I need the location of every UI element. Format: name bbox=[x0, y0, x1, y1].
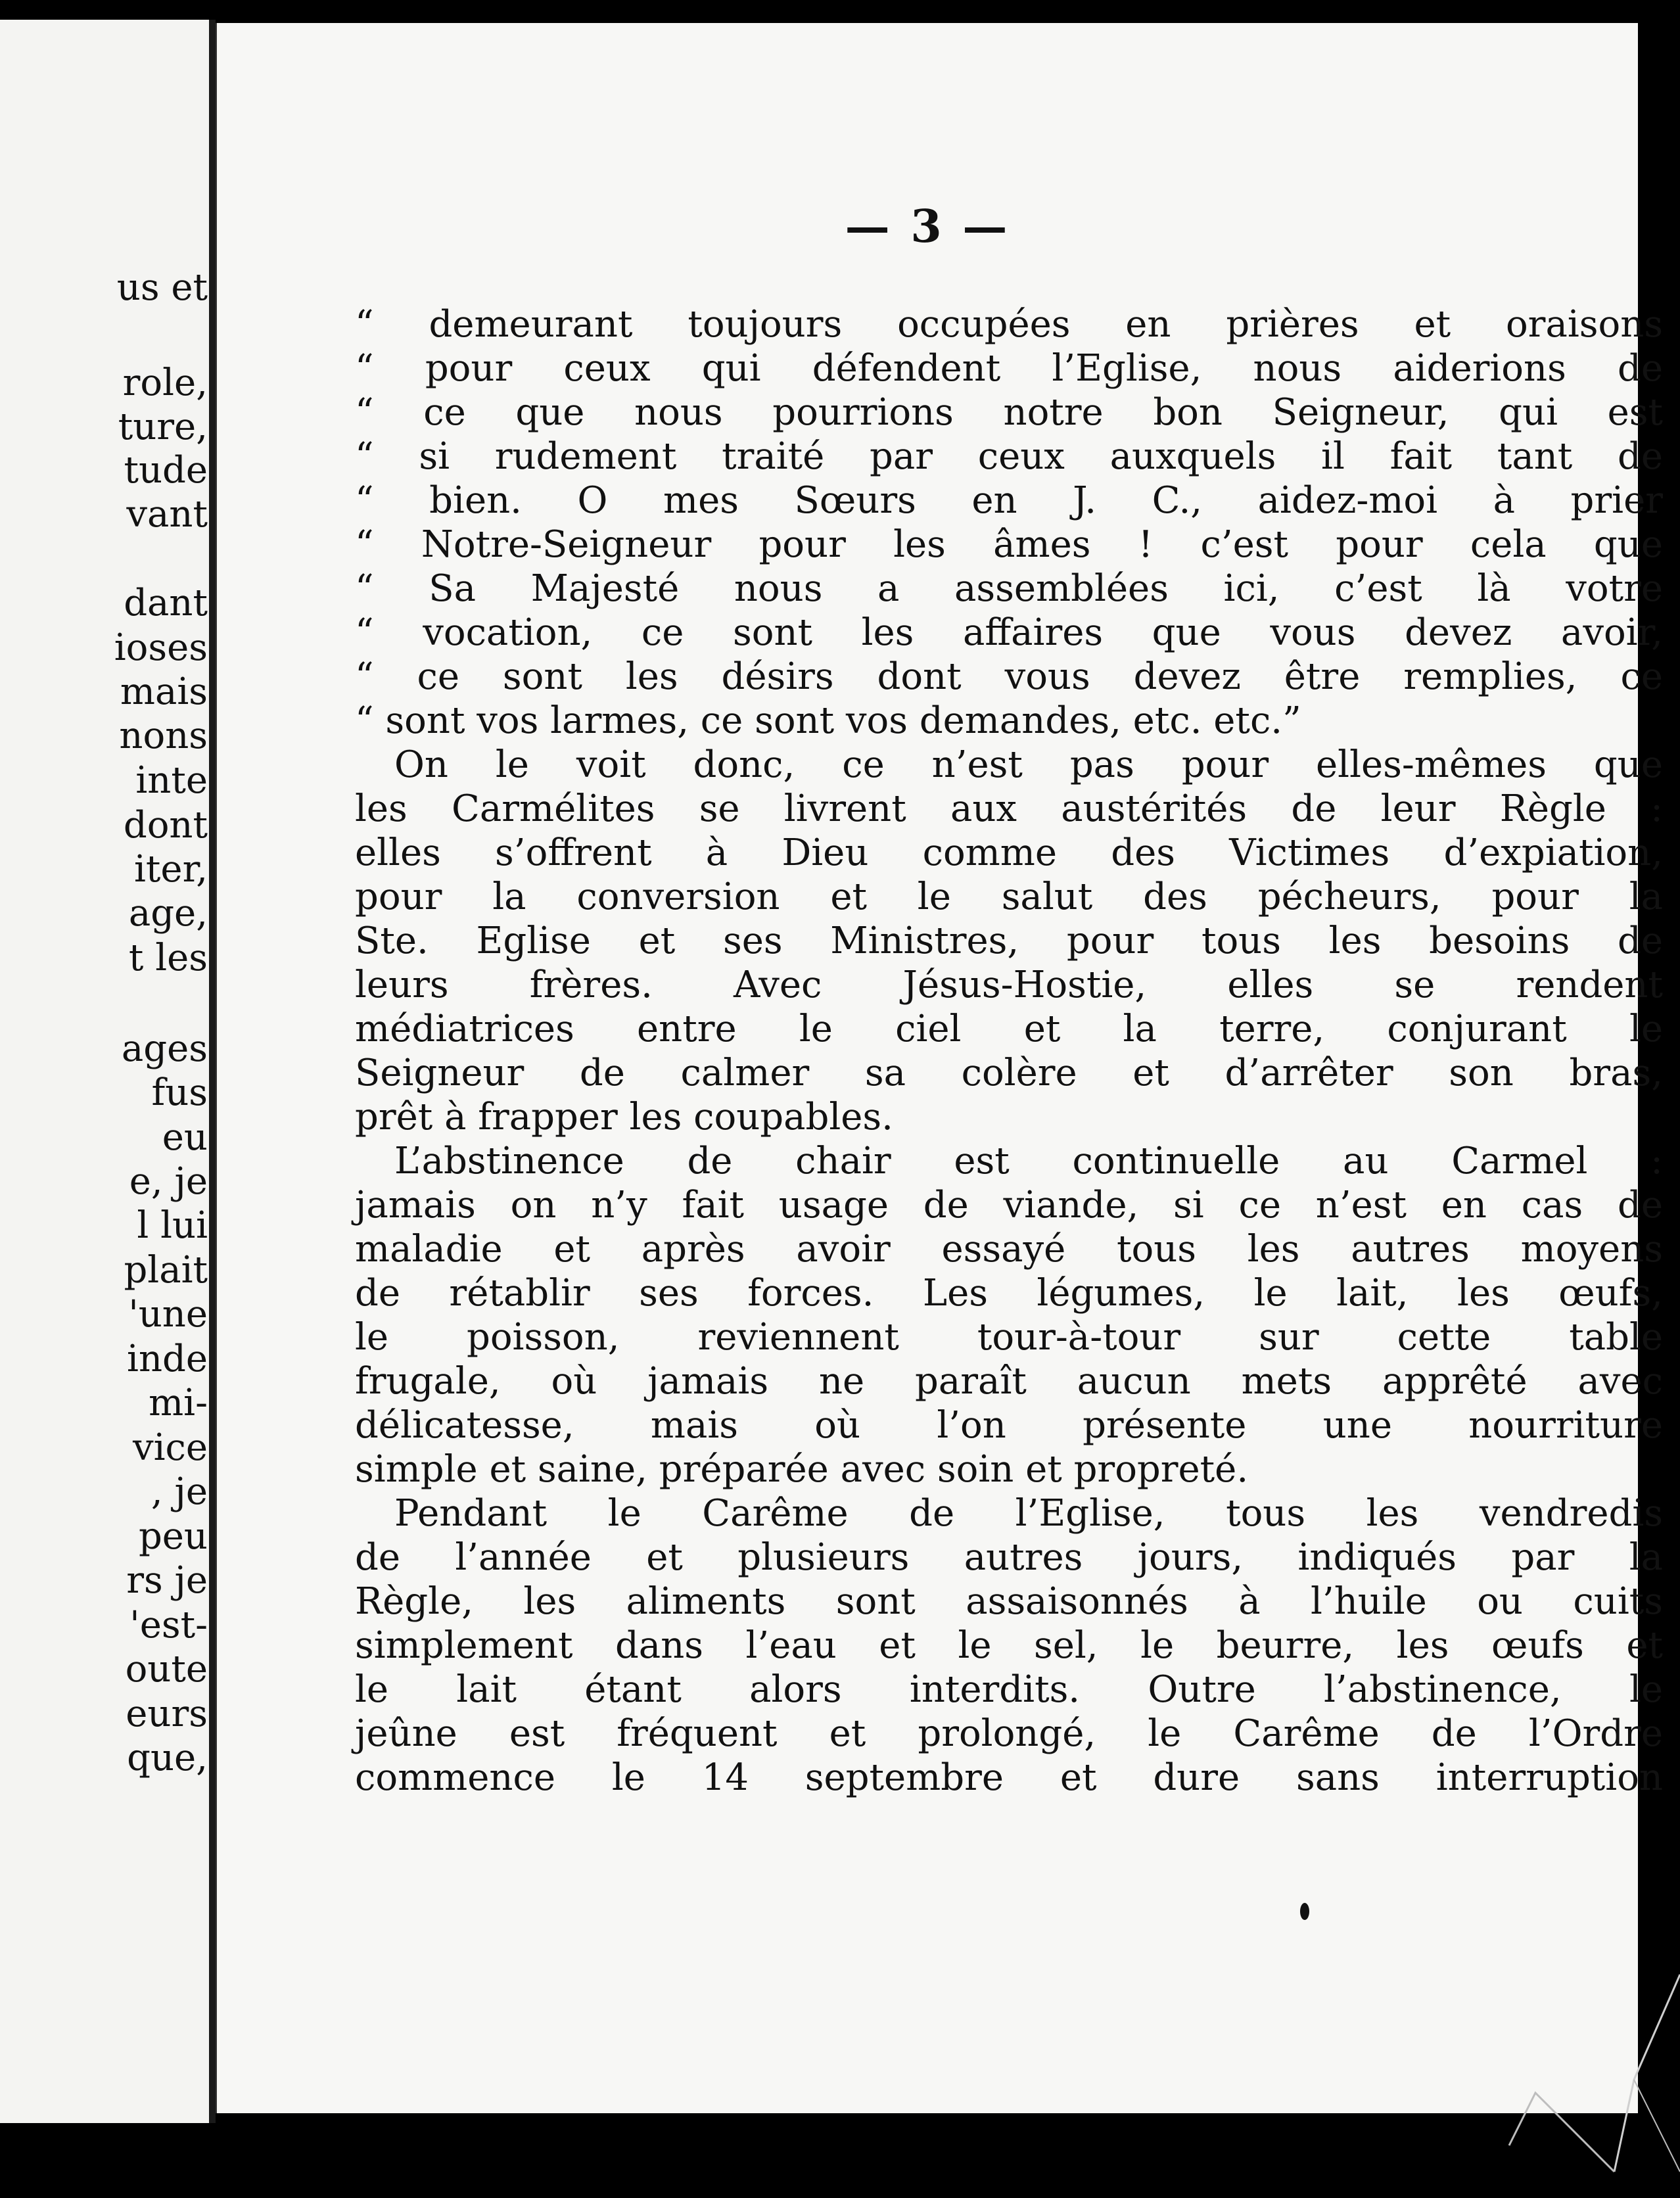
text-line: On le voit donc, ce n’est pas pour elles-mêmes que bbox=[394, 743, 1663, 786]
text-line: “ si rudement traité par ceux auxquels il fait tant de bbox=[355, 435, 1663, 478]
left-page-fragment: ture, bbox=[118, 406, 208, 448]
left-page-fragment: mais bbox=[120, 670, 208, 713]
text-line: “ ce sont les désirs dont vous devez être remplies, ce bbox=[355, 655, 1663, 698]
text-line: L’abstinence de chair est continuelle au Carmel : bbox=[394, 1140, 1663, 1182]
left-page-fragment: role, bbox=[122, 362, 208, 404]
text-line: pour la conversion et le salut des pécheurs, pour la bbox=[355, 876, 1663, 918]
page-corner-curl bbox=[1417, 1804, 1680, 2198]
left-page-fragment: iter, bbox=[134, 848, 208, 891]
left-page-fragment: nons bbox=[119, 714, 208, 757]
text-line: elles s’offrent à Dieu comme des Victimes d’expiation, bbox=[355, 831, 1663, 874]
text-line: “ vocation, ce sont les affaires que vous devez avoir, bbox=[355, 611, 1663, 654]
text-line: “ Notre-Seigneur pour les âmes ! c’est pour cela que bbox=[355, 523, 1663, 566]
left-page-fragment: ages bbox=[121, 1027, 208, 1070]
text-line: jeûne est fréquent et prolongé, le Carême de l’Ordre bbox=[355, 1712, 1663, 1755]
text-line: le lait étant alors interdits. Outre l’abstinence, le bbox=[355, 1668, 1663, 1711]
text-line: jamais on n’y fait usage de viande, si ce n’est en cas de bbox=[355, 1184, 1663, 1227]
left-page-fragment: oute bbox=[125, 1648, 208, 1691]
text-line: “ bien. O mes Sœurs en J. C., aidez-moi à prier bbox=[355, 479, 1663, 522]
left-page-fragment: dant bbox=[124, 582, 208, 624]
text-line: frugale, où jamais ne paraît aucun mets apprêté avec bbox=[355, 1360, 1663, 1403]
text-line: “ sont vos larmes, ce sont vos demandes, etc. etc.” bbox=[355, 699, 1301, 742]
text-line: délicatesse, mais où l’on présente une nourriture bbox=[355, 1404, 1663, 1447]
left-page-fragment: t les bbox=[128, 937, 208, 979]
text-line: de rétablir ses forces. Les légumes, le lait, les œufs, bbox=[355, 1272, 1663, 1315]
text-line: “ Sa Majesté nous a assemblées ici, c’est là votre bbox=[355, 567, 1663, 610]
left-page-fragment: ioses bbox=[114, 626, 208, 669]
text-line: Règle, les aliments sont assaisonnés à l’huile ou cuits bbox=[355, 1580, 1663, 1623]
left-page-fragment: eu bbox=[162, 1116, 208, 1159]
left-page-fragment: us et bbox=[116, 266, 208, 309]
book-gutter bbox=[209, 20, 216, 2123]
page-number: — 3 — bbox=[845, 200, 1010, 253]
left-page-fragment: e, je bbox=[129, 1160, 208, 1203]
text-line: maladie et après avoir essayé tous les autres moyens bbox=[355, 1228, 1663, 1271]
left-page-fragment: , je bbox=[151, 1470, 208, 1513]
left-page-fragment: rs je bbox=[126, 1559, 208, 1602]
text-line: leurs frères. Avec Jésus-Hostie, elles se rendent bbox=[355, 964, 1663, 1006]
text-line: les Carmélites se livrent aux austérités de leur Règle : bbox=[355, 787, 1663, 830]
left-page-fragment: age, bbox=[128, 892, 208, 935]
left-page-fragment: vant bbox=[126, 493, 208, 536]
left-page-fragment: inde bbox=[127, 1338, 208, 1380]
left-page-fragment: mi- bbox=[149, 1382, 208, 1424]
text-line: prêt à frapper les coupables. bbox=[355, 1096, 893, 1138]
text-line: “ pour ceux qui défendent l’Eglise, nous aiderions de bbox=[355, 347, 1663, 390]
ink-mark bbox=[1300, 1903, 1309, 1920]
left-page-fragment: dont bbox=[123, 804, 208, 847]
text-line: Pendant le Carême de l’Eglise, tous les vendredis bbox=[394, 1492, 1663, 1535]
left-page-fragment: que, bbox=[127, 1737, 208, 1779]
left-page-fragment: plait bbox=[124, 1249, 208, 1292]
left-page-fragment: tude bbox=[124, 449, 208, 492]
left-page-fragment: inte bbox=[135, 759, 208, 802]
left-page-fragment: l lui bbox=[137, 1204, 208, 1247]
left-facing-page bbox=[0, 20, 211, 2123]
left-page-fragment: 'une bbox=[128, 1293, 208, 1336]
text-line: de l’année et plusieurs autres jours, indiqués par la bbox=[355, 1536, 1663, 1579]
text-line: le poisson, reviennent tour-à-tour sur cette table bbox=[355, 1316, 1663, 1359]
text-line: simple et saine, préparée avec soin et propreté. bbox=[355, 1448, 1249, 1491]
text-line: médiatrices entre le ciel et la terre, conjurant le bbox=[355, 1008, 1663, 1050]
body-text bbox=[355, 302, 1663, 1800]
left-page-fragment: vice bbox=[132, 1426, 208, 1469]
text-line: simplement dans l’eau et le sel, le beurre, les œufs et bbox=[355, 1624, 1663, 1667]
left-page-fragment: 'est- bbox=[129, 1604, 208, 1647]
text-line: Seigneur de calmer sa colère et d’arrêter son bras, bbox=[355, 1052, 1663, 1094]
left-page-fragment: eurs bbox=[126, 1693, 208, 1735]
main-page bbox=[216, 23, 1663, 2113]
left-page-fragment: fus bbox=[151, 1071, 208, 1114]
left-page-fragment: peu bbox=[138, 1515, 208, 1558]
text-line: Ste. Eglise et ses Ministres, pour tous les besoins de bbox=[355, 920, 1663, 962]
text-line: “ ce que nous pourrions notre bon Seigneur, qui est bbox=[355, 391, 1663, 434]
text-line: “ demeurant toujours occupées en prières et oraisons bbox=[355, 303, 1663, 346]
text-line: commence le 14 septembre et dure sans interruption bbox=[355, 1756, 1663, 1799]
